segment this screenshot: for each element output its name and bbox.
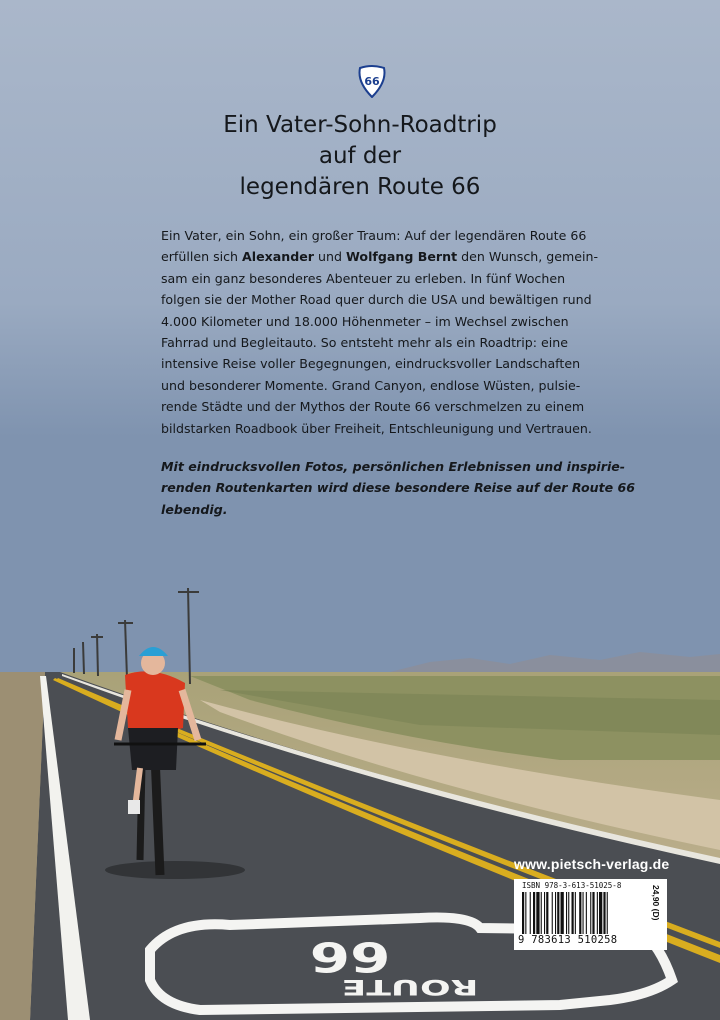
blurb-line: und besonderer Momente. Grand Canyon, endlose Wüsten, pulsie- — [161, 377, 581, 393]
headline-line-2: auf der — [318, 143, 402, 169]
blurb-line: Fahrrad und Begleitauto. So entsteht mehr als ein Roadtrip: eine — [161, 335, 568, 351]
route66-shield-icon — [357, 64, 387, 98]
road-marking-word: ROUTE — [341, 974, 479, 1001]
barcode-bar — [555, 892, 556, 934]
barcode-bar — [607, 892, 608, 934]
barcode-bar — [568, 892, 569, 934]
blurb-line: bildstarken Roadbook über Freiheit, Entschleunigung und Vertrauen. — [161, 420, 592, 436]
closing-statement — [161, 456, 636, 520]
blurb-text-fragment: den Wunsch, gemein- — [457, 249, 599, 265]
blurb-line: Ein Vater, ein Sohn, ein großer Traum: Auf der legendären Route 66 — [161, 228, 587, 243]
barcode-bar — [530, 892, 531, 934]
barcode-icon — [522, 892, 640, 934]
blurb-line: rende Städte und der Mythos der Route 66 verschmelzen zu einem — [161, 399, 585, 415]
headline-line-1: Ein Vater-Sohn-Roadtrip — [223, 112, 497, 138]
closing-line: lebendig. — [161, 501, 228, 517]
author-name-alexander: Alexander — [242, 249, 315, 265]
blurb-line: intensive Reise voller Begegnungen, eindrucksvoller Landschaften — [161, 356, 581, 372]
isbn-label: ISBN 978-3-613-51025-8 — [522, 881, 622, 890]
blurb-text-fragment: und — [314, 249, 346, 265]
barcode-bar — [583, 892, 584, 934]
barcode-bar — [533, 892, 535, 934]
barcode-bar — [572, 892, 574, 934]
barcode-bar — [592, 892, 594, 934]
barcode-bar — [525, 892, 526, 934]
blurb-text — [161, 225, 599, 439]
barcode-bar — [599, 892, 602, 934]
barcode-bar — [590, 892, 591, 934]
closing-line: renden Routenkarten wird diese besondere Reise auf der Route 66 — [161, 480, 636, 496]
barcode-bar — [544, 892, 545, 934]
blurb-line: 4.000 Kilometer und 18.000 Höhenmeter – im Wechsel zwischen — [161, 313, 569, 329]
shield-icon-number: 66 — [364, 75, 380, 88]
barcode-bar — [522, 892, 524, 934]
price-label: 24,90 (D) — [651, 885, 661, 921]
road-marking-numbers: 66 — [309, 932, 391, 980]
barcode-bar — [603, 892, 605, 934]
barcode-bar — [586, 892, 587, 934]
publisher-website: www.pietsch-verlag.de — [514, 856, 670, 872]
barcode-bar — [552, 892, 553, 934]
barcode-bar — [561, 892, 564, 934]
barcode-bar — [566, 892, 567, 934]
barcode-bar — [575, 892, 576, 934]
author-name-wolfgang: Wolfgang Bernt — [345, 249, 458, 265]
blurb-line: sam ein ganz besonderes Abenteuer zu erleben. In fünf Wochen — [161, 270, 566, 286]
isbn-barcode-block — [514, 879, 667, 950]
barcode-bar — [546, 892, 548, 934]
blurb-line: folgen sie der Mother Road quer durch die USA und bewältigen rund — [161, 292, 592, 308]
blurb-text-fragment: erfüllen sich — [161, 249, 243, 265]
blurb-line — [161, 246, 599, 267]
barcode-bar — [536, 892, 539, 934]
headline-line-3: legendären Route 66 — [239, 174, 481, 200]
isbn-digits: 9 783613 510258 — [518, 934, 618, 946]
barcode-bar — [597, 892, 598, 934]
barcode-bar — [557, 892, 559, 934]
barcode-bar — [541, 892, 542, 934]
barcode-bar — [579, 892, 581, 934]
closing-line: Mit eindrucksvollen Fotos, persönlichen Erlebnissen und inspirie- — [161, 459, 626, 474]
headline — [0, 110, 720, 203]
